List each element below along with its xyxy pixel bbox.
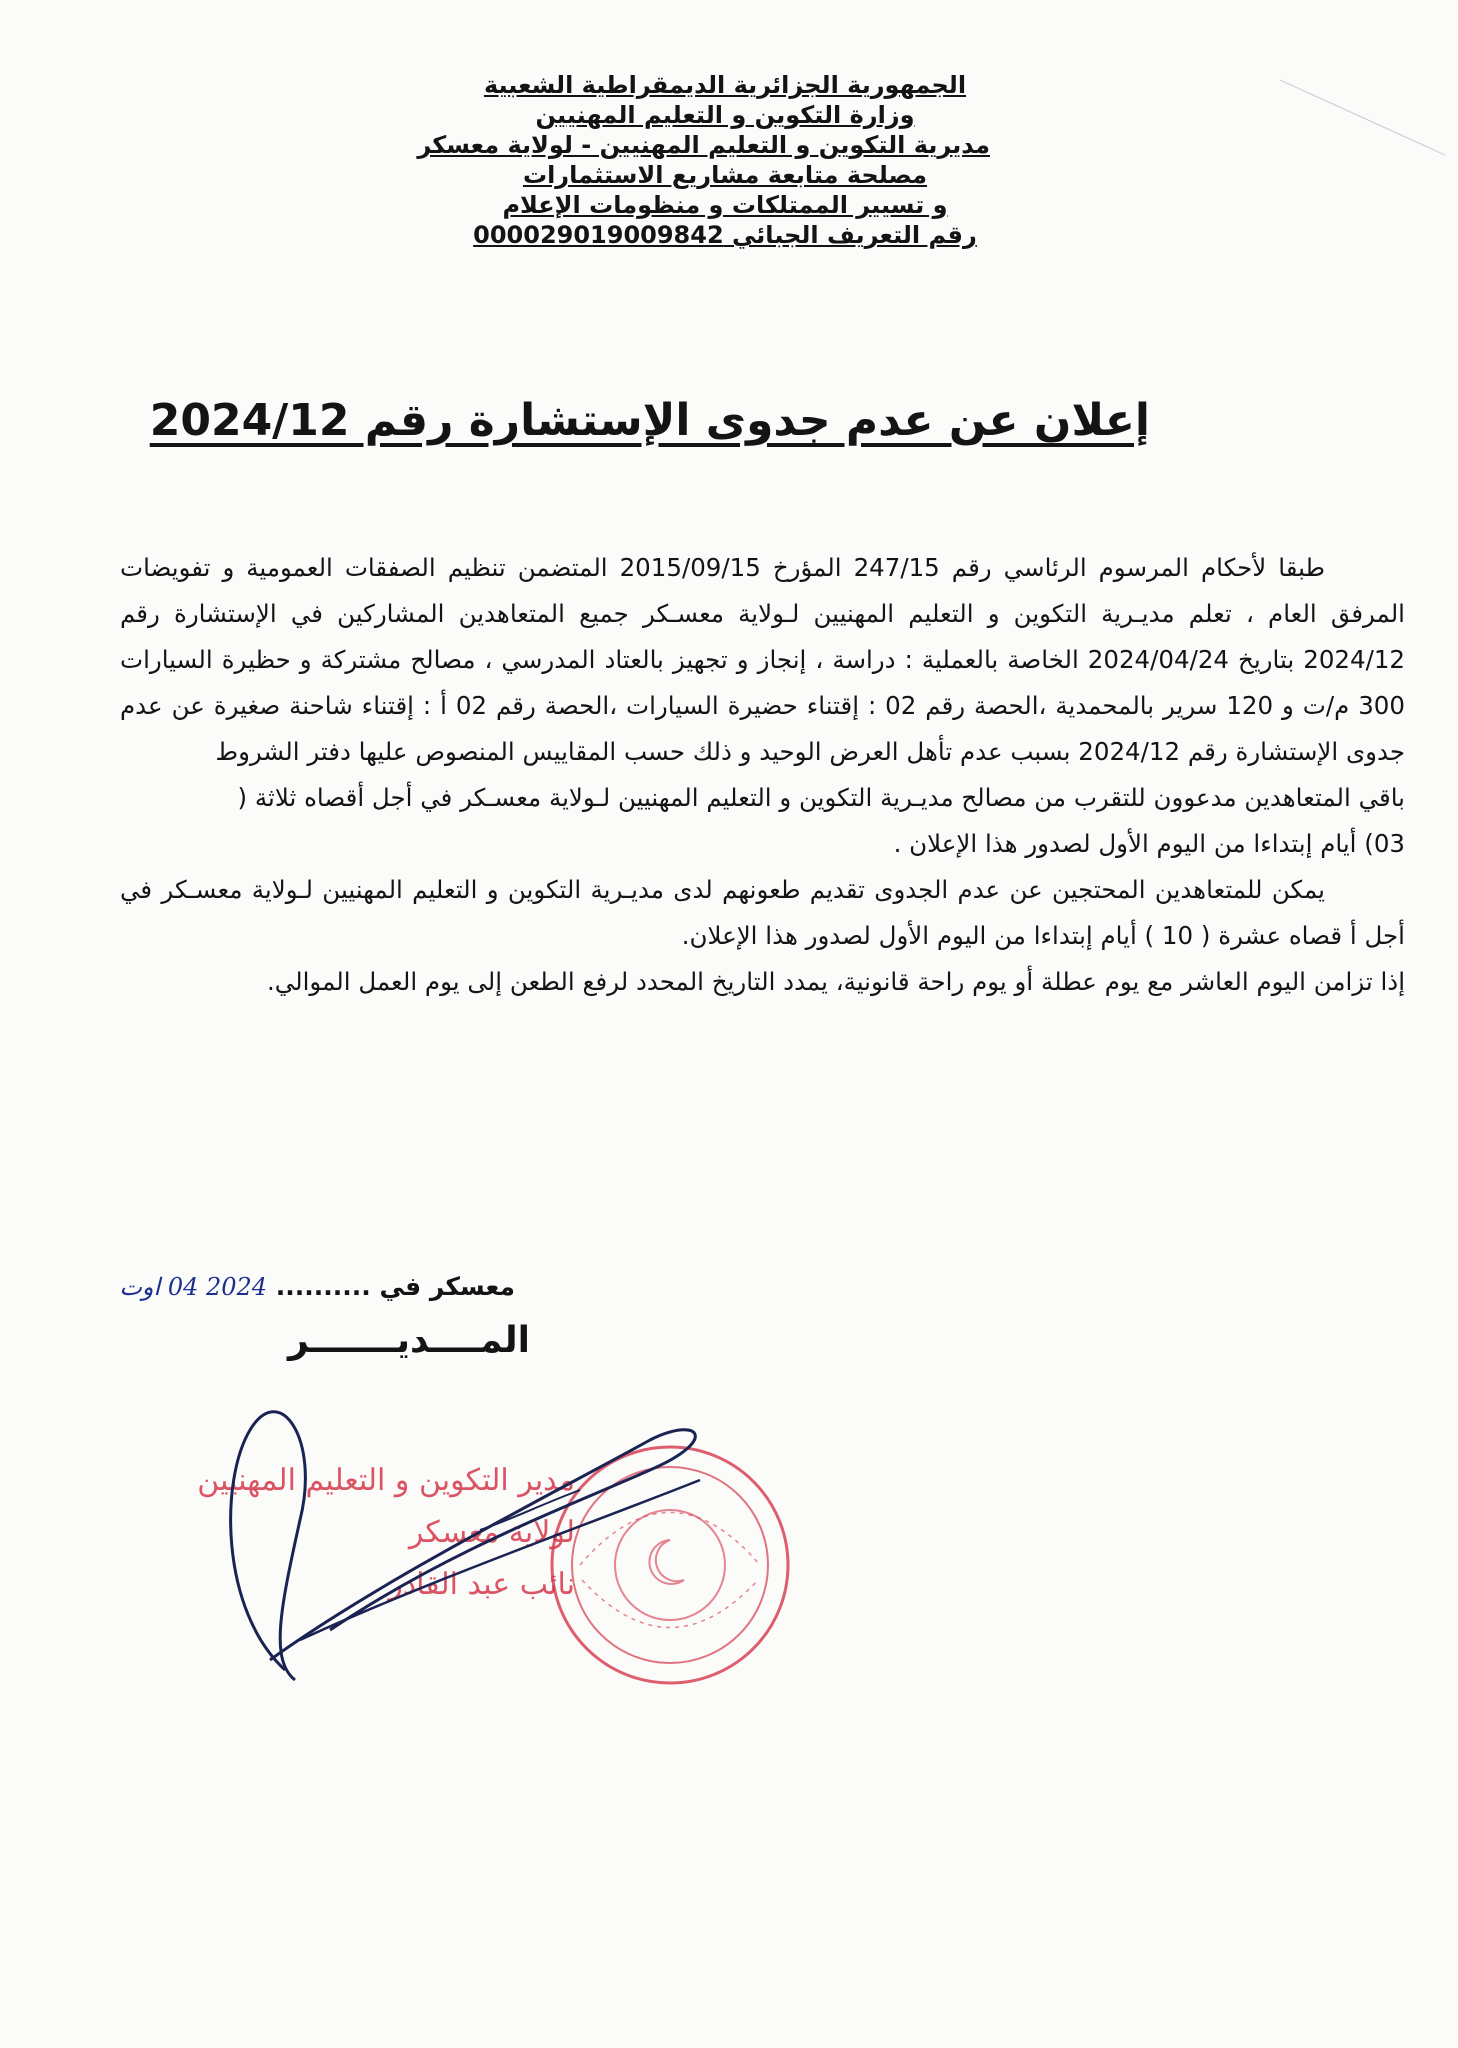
place-and-date [119,1272,515,1301]
date-dots: .......... [275,1272,371,1301]
document-title: إعلان عن عدم جدوى الإستشارة رقم 2024/12 [149,395,1150,446]
header-service-name: مصلحة متابعة مشاريع الاستثمارات [522,161,928,189]
header-directorate-name: مديرية التكوين و التعليم المهنيين - لولاية معسكر [417,131,990,159]
body-paragraph-2 [120,775,1405,867]
body-paragraph-1: طبقا لأحكام المرسوم الرئاسي رقم 247/15 المؤرخ 2015/09/15 المتضمن تنظيم الصفقات العمومية و تفويضات المرفق العام ، تعلم مديـرية التكوين و التعليم المهنيين لـولاية معسـكر جميع المتعاهدين المشاركين في الإستشارة رقم 2024/12 بتاريخ 2024/04/24 الخاصة بالعملية : دراسة ، إنجاز و تجهيز بالعتاد المدرسي ، مصالح مشتركة و حظيرة السيارات 300 م/ت و 120 سرير بالمحمدية ،الحصة رقم 02 : إقتناء حضيرة السيارات ،الحصة رقم 02 أ : إقتناء شاحنة صغيرة عن عدم جدوى الإستشارة رقم 2024/12 بسبب عدم تأهل العرض الوحيد و ذلك حسب المقاييس المنصوص عليها دفتر الشروط [120,553,1406,766]
stamp-line-1: مدير التكوين و التعليم المهنيين [197,1463,575,1498]
header-service-name-cont: و تسيير الممتلكات و منظومات الإعلام [502,191,948,219]
stamp-line-2: لولاية معسكر [408,1515,575,1550]
stamp-line-3: نائب عبد القادر [388,1567,575,1602]
handwritten-date: 2024 04 اوت [119,1273,268,1301]
director-title: المــــديـــــــر [287,1320,530,1361]
handwritten-signature [180,1380,740,1710]
header-tax-id: رقم التعريف الجبائي 000029019009842 [473,221,977,249]
body-paragraph-3: يمكن للمتعاهدين المحتجين عن عدم الجدوى تقديم طعونهم لدى مديـرية التكوين و التعليم المهنيين لـولاية معسـكر في أجل أ قصاه عشرة ( 10 ) أيام إبتداءا من اليوم الأول لصدور هذا الإعلان. [120,875,1405,950]
body-paragraph-2-line-2: 03) أيام إبتداءا من اليوم الأول لصدور هذا الإعلان . [893,829,1405,858]
body-paragraph-4: إذا تزامن اليوم العاشر مع يوم عطلة أو يوم راحة قانونية، يمدد التاريخ المحدد لرفع الطعن إلى يوم العمل الموالي. [266,967,1405,996]
place-label: معسكر في [379,1272,515,1301]
document-body [120,545,1405,1005]
header-republic-name: الجمهورية الجزائرية الديمقراطية الشعبية [483,71,967,99]
body-paragraph-2-line-1: باقي المتعاهدين مدعوون للتقرب من مصالح مديـرية التكوين و التعليم المهنيين لـولاية معسـكر في أجل أقصاه ثلاثة ( [237,783,1405,812]
scan-mark-line [1270,70,1450,160]
document-header [417,70,990,250]
header-ministry-name: وزارة التكوين و التعليم المهنيين [535,101,915,129]
